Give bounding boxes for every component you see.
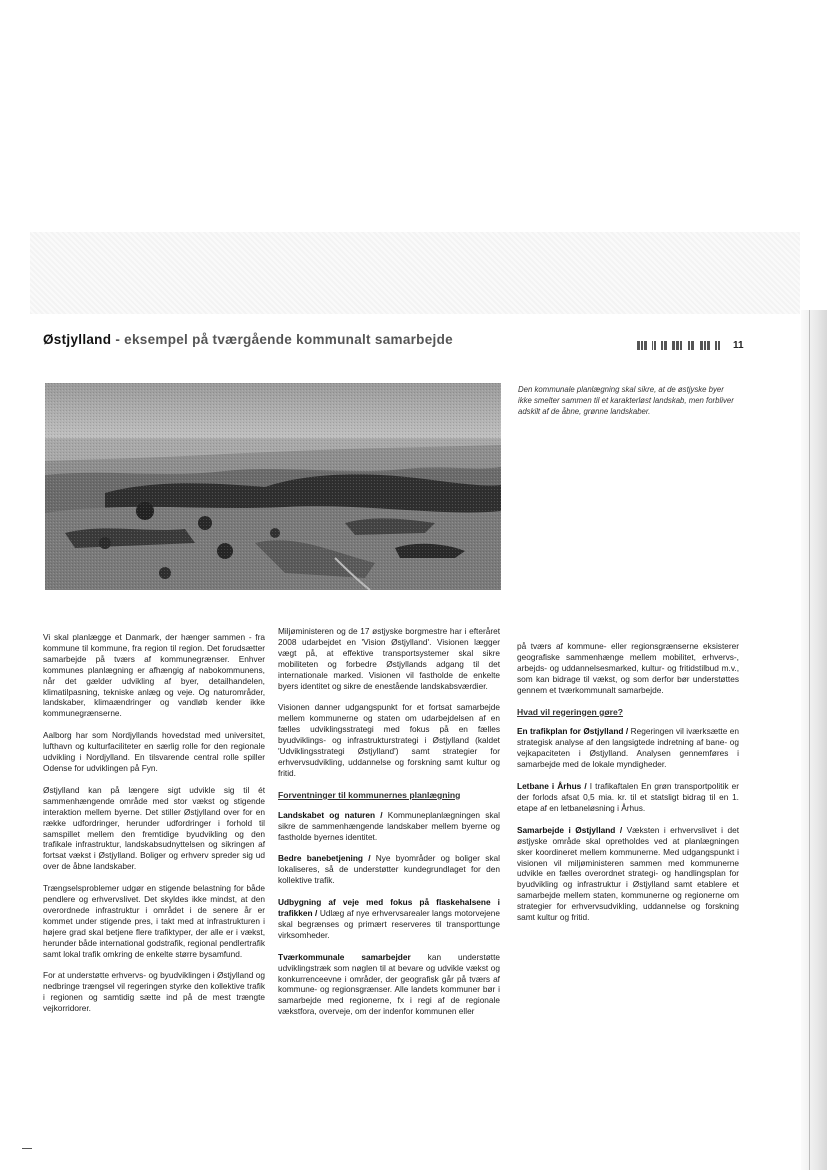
item-lead: Bedre banebetjening / [278, 853, 371, 864]
item-paragraph: En trafikplan for Østjylland / Regeringen vil iværksætte en strategisk analyse af den langsigtede indretning af bane- og vejkapaciteten i Østjylland. Analysen gennemføres i samarbejde med de lokale myndigheder. [517, 726, 739, 770]
item-paragraph: Bedre banebetjening / Nye byområder og boliger skal lokaliseres, så de understøtter kundegrundlaget for den kollektive trafik. [278, 853, 501, 886]
text-column-2 [278, 626, 500, 1028]
barcode-decoration [637, 341, 720, 350]
item-paragraph: Samarbejde i Østjylland / Væksten i erhvervslivet i det østjyske område skal opretholdes ved at planlægningen sker koordineret mellem kommunerne. Med udgangspunkt i visionen vil miljøministeren sammen med kommunerne udvikle en fælles overordnet strategi- og handlingsplan for byudvikling og infrastruktur i Østjylland samt etablere et samarbejde mellem staten, kommunerne og regionerne om strategier for erhvervsudvikling, uddannelse og forskning samt kultur og fritid. [517, 824, 739, 923]
item-paragraph: Letbane i Århus / I trafikaftalen En grøn transportpolitik er der forlods afsat 0,5 mia. kr. til et statsligt bidrag til en 1. etape af en letbaneløsning i Århus. [517, 781, 739, 813]
paragraph: Visionen danner udgangspunkt for et fortsat samarbejde mellem kommunerne og staten om udarbejdelsen af en fælles udviklingsstrategi med fokus på en fælles byudviklings- og infrastrukturstrategi i Østjylland (kaldet 'Udviklingsstrategi Østjylland') samt strategier for erhvervsudvikling, uddannelse og forskning samt kultur og fritid. [278, 702, 500, 778]
section-subheading: Forventninger til kommunernes planlægning [278, 789, 461, 800]
page-header-marker [637, 340, 744, 351]
paragraph: Trængselsproblemer udgør en stigende belastning for både pendlere og erhvervslivet. Det skyldes ikke mindst, at den overordnede infrastruktur i området i de senere år er kommet under stigende pres, i takt med at infrastrukturen i højere grad skal betjene flere trafiktyper, der alle er i vækst, herunder både international godstrafik, regional pendlertrafik samt lokal trafik omkring de enkelte større bysamfund. [43, 883, 265, 959]
item-lead: En trafikplan for Østjylland / [517, 726, 629, 737]
paragraph: Østjylland kan på længere sigt udvikle sig til ét sammenhængende område med stor vækst og stigende interaktion mellem byerne. Det stiller Østjylland over for en række udfordringer, herunder udfordringer i forhold til samspillet mellem den fremtidige byudvikling og den trafikale infrastruktur, landskabsudnyttelsen og sikringen af fortsat vækst i Østjylland. Boliger og erhverv spreder sig ud over de åbne landskaber. [43, 784, 265, 872]
paragraph: Vi skal planlægge et Danmark, der hænger sammen - fra kommune til kommune, fra region til region. Det forudsætter samarbejde på tværs af kommunegrænser. Enhver kommunes planlægning er afhængig af nabokommunens, når det gælder udvikling af byer, detailhandelen, klimatilpasning, tekniske anlæg og veje. Og naturområder, landskaber, klimaændringer og vandløb kender ikke kommunegrænserne. [43, 632, 265, 719]
page-edge-shadow [801, 310, 827, 1170]
landscape-image [45, 383, 501, 590]
page-title: Østjylland - eksempel på tværgående kommunalt samarbejde [43, 332, 453, 347]
item-lead: Udbygning af veje med fokus på flaskehalsene i trafikken / [278, 897, 500, 919]
item-paragraph: Udbygning af veje med fokus på flaskehalsene i trafikken / Udlæg af nye erhvervsarealer langs motorvejene skal begrænses og primært reserveres til transporttunge virksomheder. [278, 897, 500, 940]
item-paragraph: Tværkommunale samarbejder kan understøtte udviklingstræk som nøglen til at bevare og udvikle vækst og konkurrenceevne i områder, der geografisk går på tværs af kommune- og regionsgrænser. Alle landets kommuner bør i samarbejde med regionerne, fx i regi af de regionale vækstfora, overveje, om der indenfor kommunen eller [278, 951, 500, 1017]
paragraph: Aalborg har som Nordjyllands hovedstad med universitet, lufthavn og kulturfaciliteter en særlig rolle for den regionale udvikling i Nordjylland. En tilsvarende central rolle spiller Odense for udviklingen på Fyn. [43, 730, 265, 773]
item-lead: Samarbejde i Østjylland / [517, 824, 623, 835]
scan-artifact-band [30, 232, 800, 314]
text-column-3 [517, 641, 739, 934]
photo-caption: Den kommunale planlægning skal sikre, at de østjyske byer ikke smelter sammen til et karakterløst landskab, men forbliver adskilt af de åbne, grønne landskaber. [518, 385, 734, 416]
paragraph: Miljøministeren og de 17 østjyske borgmestre har i efteråret 2008 udarbejdet en 'Vision Østjylland'. Visionen lægger vægt på, at effektive transportsystemer skal sikre mobiliteten og forbedre Østjyllands adgang til det internationale marked. Visionen vil fastholde de enkelte byers identitet og sikre de enestående landskabsværdier. [278, 626, 500, 691]
section-subheading: Hvad vil regeringen gøre? [517, 706, 624, 717]
paragraph: For at understøtte erhvervs- og byudviklingen i Østjylland og nedbringe trængsel vil regeringen styrke den kollektive trafik i regionen og samtidig sætte ind på de mest trængte vejkorridorer. [43, 970, 265, 1014]
text-column-1 [43, 632, 265, 1025]
crop-mark [22, 1148, 32, 1149]
item-paragraph: Landskabet og naturen / Kommuneplanlægningen skal sikre de sammenhængende landskaber mellem byerne og fastholde byernes identitet. [278, 809, 501, 842]
landscape-photo [45, 383, 501, 590]
paragraph: på tværs af kommune- eller regionsgrænserne eksisterer geografiske sammenhænge mellem mobilitet, erhvervs-, arbejds- og uddannelsesmarked, kultur- og fritidstilbud m.v., som kan bidrage til vækst, og som derfor bør understøttes gennem et tværkommunalt samarbejde. [517, 641, 739, 695]
page-number: 11 [733, 340, 744, 351]
item-lead: Tværkommunale samarbejder [278, 951, 411, 962]
item-lead: Landskabet og naturen / [278, 809, 383, 820]
item-lead: Letbane i Århus / [517, 781, 587, 792]
